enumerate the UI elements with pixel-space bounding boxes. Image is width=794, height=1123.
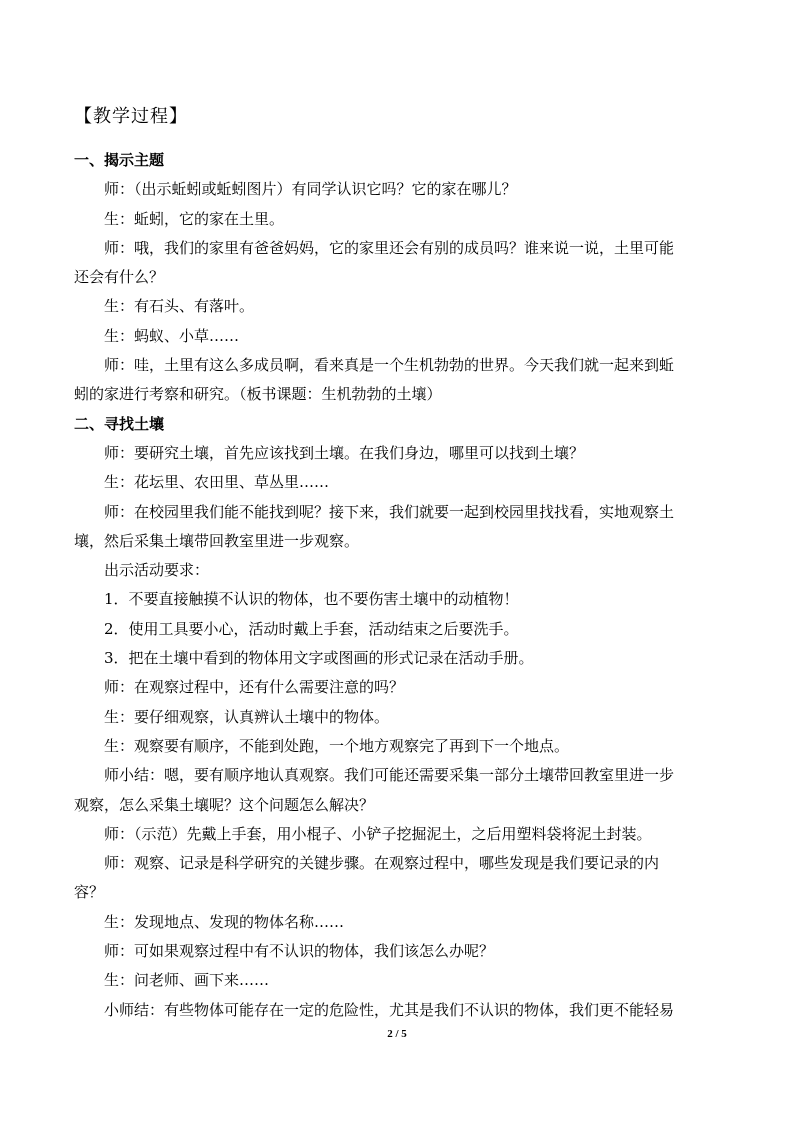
paragraph-line: 生：要仔细观察，认真辨认土壤中的物体。 bbox=[104, 707, 390, 726]
paragraph-line: 生：蚂蚁、小草…… bbox=[104, 326, 240, 345]
paragraph-line: 壤，然后采集土壤带回教室里进一步观察。 bbox=[74, 531, 360, 550]
paragraph-line: 2．使用工具要小心，活动时戴上手套，活动结束之后要洗手。 bbox=[104, 619, 519, 638]
paragraph-line: 生：发现地点、发现的物体名称…… bbox=[104, 912, 345, 931]
paragraph-line: 1．不要直接触摸不认识的物体，也不要伤害土壤中的动植物！ bbox=[104, 590, 519, 609]
paragraph-line: 生：有石头、有落叶。 bbox=[104, 297, 255, 316]
paragraph-line: 生：问老师、画下来…… bbox=[104, 971, 270, 990]
paragraph-line: 生：蚯蚓，它的家在土里。 bbox=[104, 209, 285, 228]
document-body bbox=[74, 146, 722, 1025]
paragraph-line: 师：要研究土壤，首先应该找到土壤。在我们身边，哪里可以找到土壤？ bbox=[104, 443, 585, 462]
paragraph-line: 师小结：嗯，要有顺序地认真观察。我们可能还需要采集一部分土壤带回教室里进一步 bbox=[104, 766, 675, 785]
paragraph-line: 师：在观察过程中，还有什么需要注意的吗？ bbox=[104, 678, 405, 697]
section-heading: 二、寻找土壤 bbox=[74, 414, 165, 433]
paragraph-line: 师：在校园里我们能不能找到呢？接下来，我们就要一起到校园里找找看，实地观察土 bbox=[104, 502, 675, 521]
page-title: 【教学过程】 bbox=[74, 106, 188, 127]
paragraph-line: 师：哦，我们的家里有爸爸妈妈，它的家里还会有别的成员吗？谁来说一说，土里可能 bbox=[104, 238, 675, 257]
paragraph-line: 观察，怎么采集土壤呢？这个问题怎么解决？ bbox=[74, 795, 375, 814]
paragraph-line: 3．把在土壤中看到的物体用文字或图画的形式记录在活动手册。 bbox=[104, 649, 534, 668]
paragraph-line: 生：观察要有顺序，不能到处跑，一个地方观察完了再到下一个地点。 bbox=[104, 736, 570, 755]
paragraph-line: 师：观察、记录是科学研究的关键步骤。在观察过程中，哪些发现是我们要记录的内 bbox=[104, 854, 660, 873]
paragraph-line: 蚓的家进行考察和研究。（板书课题：生机勃勃的土壤） bbox=[74, 385, 442, 404]
paragraph-line: 师：（示范）先戴上手套，用小棍子、小铲子挖掘泥土，之后用塑料袋将泥土封装。 bbox=[104, 824, 652, 843]
paragraph-line: 还会有什么？ bbox=[74, 268, 165, 287]
paragraph-line: 生：花坛里、农田里、草丛里…… bbox=[104, 473, 330, 492]
paragraph-line: 容？ bbox=[74, 883, 105, 902]
page-number: 2 / 5 bbox=[387, 1028, 407, 1040]
paragraph-line: 师：可如果观察过程中有不认识的物体，我们该怎么办呢？ bbox=[104, 942, 495, 961]
paragraph-line: 师：哇，土里有这么多成员啊，看来真是一个生机勃勃的世界。今天我们就一起来到蚯 bbox=[104, 356, 675, 375]
paragraph-line: 小师结：有些物体可能存在一定的危险性，尤其是我们不认识的物体，我们更不能轻易 bbox=[104, 1000, 675, 1019]
section-heading: 一、揭示主题 bbox=[74, 151, 165, 169]
paragraph-line: 出示活动要求： bbox=[104, 561, 210, 580]
paragraph-line: 师：（出示蚯蚓或蚯蚓图片）有同学认识它吗？它的家在哪儿？ bbox=[104, 180, 517, 199]
